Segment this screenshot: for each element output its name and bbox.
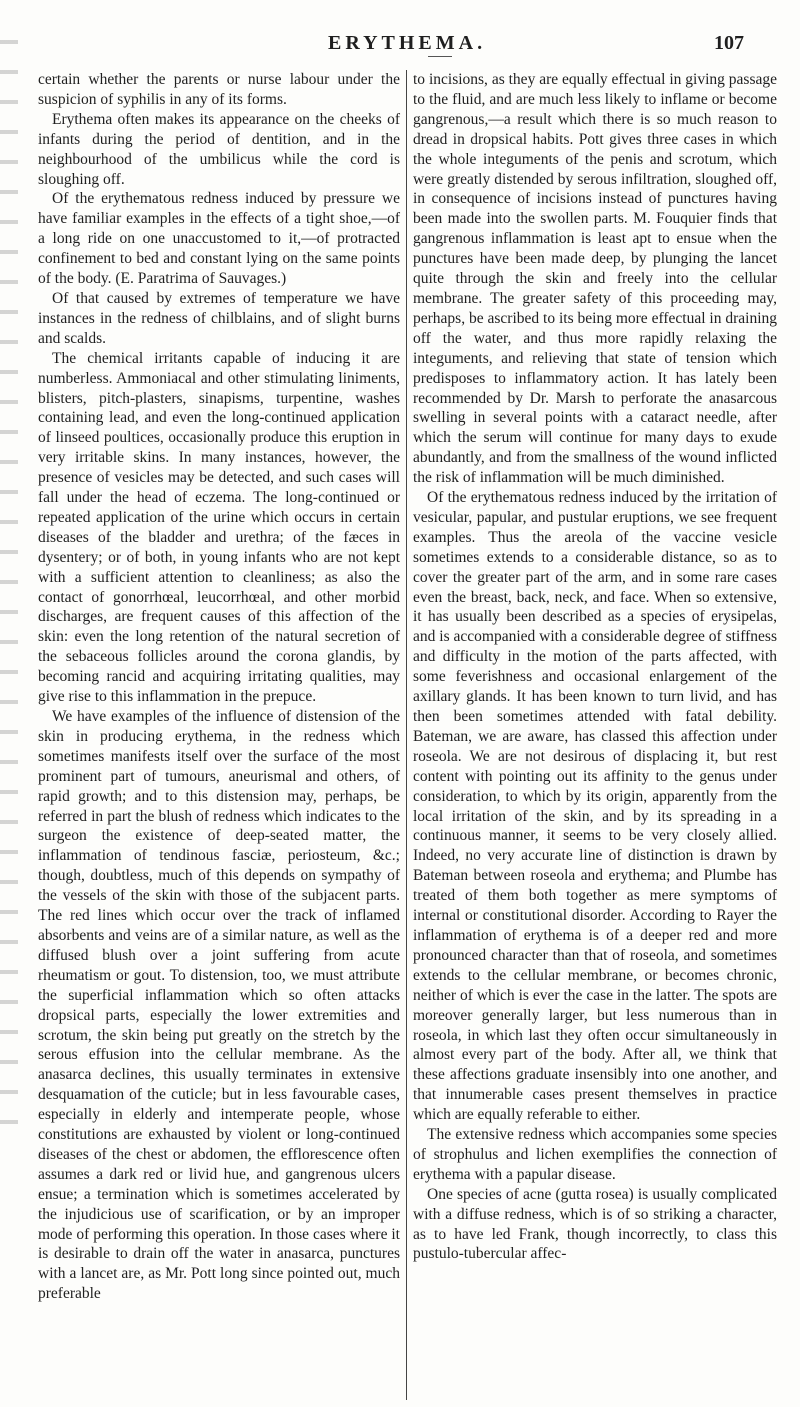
running-title: ERYTHEMA. [328, 32, 487, 54]
paragraph: Erythema often makes its appearance on the cheeks of infants during the period of dentition, and in the neighbourhood of the umbilicus while the cord is sloughing off. [38, 110, 400, 188]
paragraph: We have examples of the influence of distension of the skin in producing erythema, in the redness which sometimes manifests itself over the surface of the most prominent part of tumours, aneurismal and others, of rapid growth; and to this distension may, perhaps, be referred in part the blush of redness which indicates to the surgeon the existence of deep-seated matter, the inflammation of tendinous fasciæ, periosteum, &c.; though, doubtless, much of this depends on sympathy of the vessels of the skin with those of the subjacent parts. The red lines which occur over the track of inflamed absorbents and veins are of a similar nature, as well as the diffused blush over a joint suffering from acute rheumatism or gout. To distension, too, we must attribute the superficial inflammation which so often attacks dropsical parts, especially the lower extremities and scrotum, the skin being put greatly on the stretch by the serous effusion into the cellular membrane. As the anasarca declines, this usually terminates in extensive desquamation of the cuticle; but in less favourable cases, especially in elderly and intemperate people, whose constitutions are exhausted by violent or long-continued diseases of the chest or abdomen, the efflorescence often assumes a dark red or livid hue, and gangrenous ulcers ensue; a termination which is sometimes accelerated by the injudicious use of scarification, or by an improper mode of performing this operation. In those cases where it is desirable to drain off the water in anasarca, punctures with a lancet are, as Mr. Pott long since pointed out, much preferable [38, 708, 400, 1303]
page-header [0, 20, 800, 60]
paragraph: Of the erythematous redness induced by the irritation of vesicular, papular, and pustular eruptions, we see frequent examples. Thus the areola of the vaccine vesicle sometimes extends to a considerable distance, so as to cover the greater part of the arm, and in some rare cases even the breast, back, neck, and face. When so extensive, it has usually been described as a species of erysipelas, and is accompanied with a considerable degree of stiffness and difficulty in the motion of the parts affected, with some feverishness and occasional enlargement of the axillary glands. It has been known to turn livid, and has then been sometimes attended with fatal debility. Bateman, we are aware, has classed this affection under roseola. We are not desirous of displacing it, but rest content with pointing out its affinity to the genus under consideration, to which by its origin, apparently from the local irritation of the skin, and by its spreading in a continuous manner, it seems to be very closely allied. Indeed, no very accurate line of distinction is drawn by Bateman between roseola and erythema; and Plumbe has treated of them both together as mere symptoms of internal or constitutional disorder. According to Rayer the inflammation of erythema is of a deeper red and more pronounced character than that of roseola, and sometimes extends to the cellular membrane, or becomes chronic, neither of which is ever the case in the latter. The spots are moreover generally larger, but less numerous than in roseola, in which last they often occur simultaneously in almost every part of the body. After all, we think that these affections graduate insensibly into one another, and that innumerable cases present themselves in practice which are equally referable to either. [413, 489, 777, 1124]
paragraph: One species of acne (gutta rosea) is usually complicated with a diffuse redness, which is of so striking a character, as to have led Frank, though incorrectly, to class this pustulo-tubercular affec- [413, 1185, 777, 1263]
page-number: 107 [714, 32, 744, 54]
left-column [38, 70, 400, 1304]
paragraph: Of the erythematous redness induced by pressure we have familiar examples in the effects of a tight shoe,—of a long ride on one unaccustomed to it,—of protracted confinement to bed and constant lying on the same points of the body. (E. Paratrima of Sauvages.) [38, 190, 400, 288]
header-ornament [428, 56, 452, 57]
binding-edge-marks [0, 40, 18, 1140]
right-column [413, 70, 777, 1264]
paragraph: The chemical irritants capable of inducing it are numberless. Ammoniacal and other stimulating liniments, blisters, pitch-plasters, sinapisms, turpentine, washes containing lead, and even the long-continued application of linseed poultices, occasionally produce this eruption in very irritable skins. In many instances, however, the presence of vesicles may be detected, and such cases will fall under the head of eczema. The long-continued or repeated application of the urine which occurs in certain diseases of the bladder and urethra; of the fæces in dysentery; or of both, in young infants who are not kept with a sufficient attention to cleanliness; as also the contact of gonorrhœal, leucorrhœal, and other morbid discharges, are frequent causes of this affection of the skin: even the long retention of the natural secretion of the sebaceous follicles around the corona glandis, by becoming rancid and acquiring irritating qualities, may give rise to this inflammation in the prepuce. [38, 349, 400, 706]
column-divider [406, 70, 407, 1400]
paragraph: The extensive redness which accompanies some species of strophulus and lichen exemplifies the connection of erythema with a papular disease. [413, 1126, 777, 1183]
paragraph: Of that caused by extremes of temperature we have instances in the redness of chilblains, and of slight burns and scalds. [38, 289, 400, 347]
paragraph: to incisions, as they are equally effectual in giving passage to the fluid, and are much less likely to inflame or become gangrenous,—a result which there is so much reason to dread in dropsical habits. Pott gives three cases in which the whole integuments of the penis and scrotum, which were greatly distended by serous infiltration, sloughed off, in consequence of incisions instead of punctures having been made into the swollen parts. M. Fouquier finds that gangrenous inflammation is least apt to ensue when the punctures have been made deep, by plunging the lancet quite through the skin and freely into the cellular membrane. The greater safety of this proceeding may, perhaps, be ascribed to its being more effectual in draining off the water, and thus more rapidly relaxing the integuments, and relieving that state of tension which predisposes to inflammatory action. It has lately been recommended by Dr. Marsh to perforate the anasarcous swelling in several points with a cataract needle, after which the serum will continue for many days to exude abundantly, and from the smallness of the wound inflicted the risk of inflammation will be much diminished. [413, 71, 777, 487]
paragraph: certain whether the parents or nurse labour under the suspicion of syphilis in any of its forms. [38, 71, 400, 108]
